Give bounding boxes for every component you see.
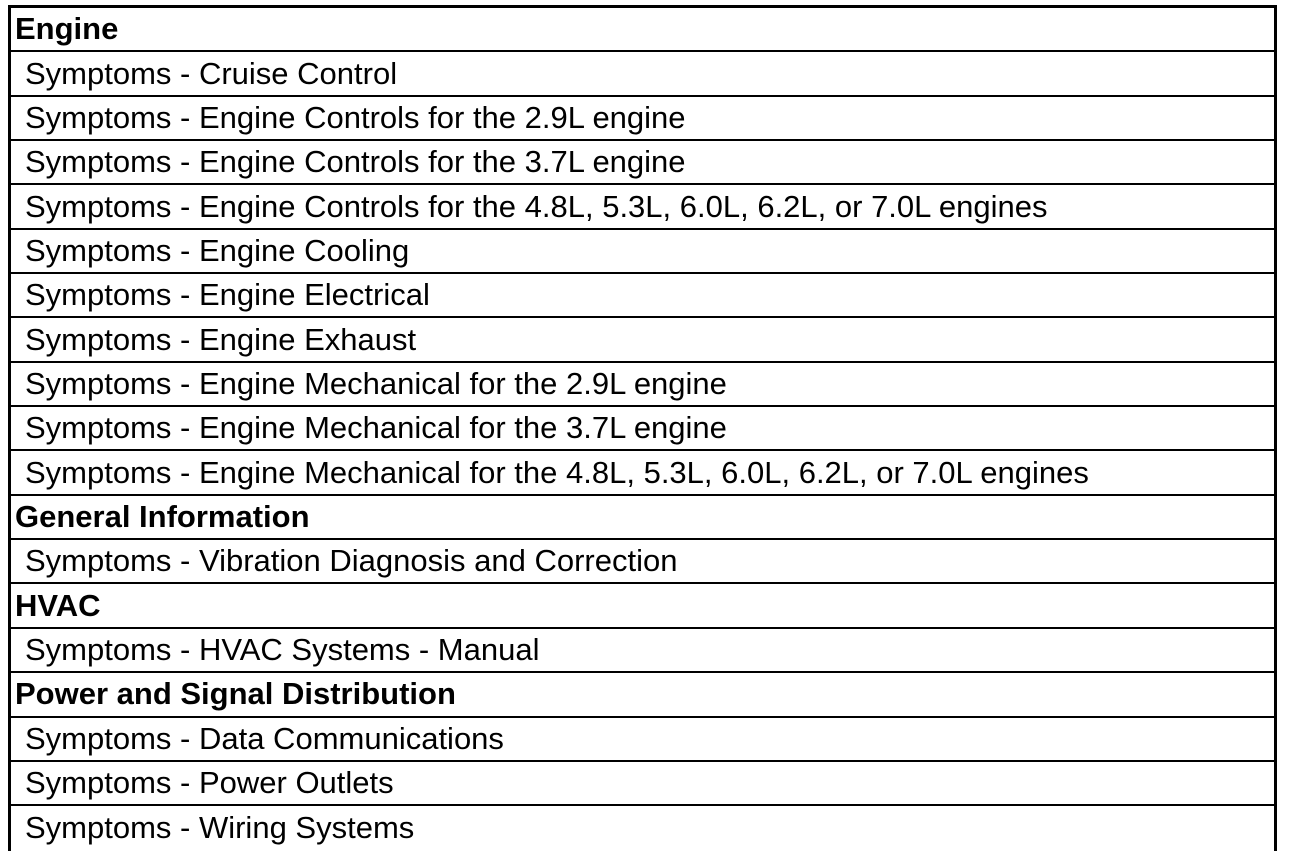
list-item[interactable]: Symptoms - Engine Mechanical for the 2.9L engine [11, 363, 1274, 407]
list-item[interactable]: Symptoms - Power Outlets [11, 762, 1274, 806]
list-item[interactable]: Symptoms - Data Communications [11, 718, 1274, 762]
list-item[interactable]: Symptoms - Engine Controls for the 2.9L engine [11, 97, 1274, 141]
list-item[interactable]: Symptoms - Engine Electrical [11, 274, 1274, 318]
list-item[interactable]: Symptoms - Engine Mechanical for the 4.8L, 5.3L, 6.0L, 6.2L, or 7.0L engines [11, 451, 1274, 495]
list-item[interactable]: Symptoms - Vibration Diagnosis and Correction [11, 540, 1274, 584]
section-heading-general-information: General Information [11, 496, 1274, 540]
section-heading-hvac: HVAC [11, 584, 1274, 628]
list-item[interactable]: Symptoms - Wiring Systems [25, 810, 415, 846]
list-item[interactable]: Symptoms - Engine Cooling [11, 230, 1274, 274]
list-item[interactable]: Symptoms - Engine Mechanical for the 3.7L engine [11, 407, 1274, 451]
symptoms-table [8, 5, 1277, 851]
list-item[interactable]: Symptoms - Cruise Control [11, 52, 1274, 96]
list-item[interactable]: Symptoms - HVAC Systems - Manual [11, 629, 1274, 673]
section-heading-power-and-signal-distribution: Power and Signal Distribution [11, 673, 1274, 717]
list-item[interactable]: Symptoms - Engine Exhaust [11, 318, 1274, 362]
section-heading-engine: Engine [11, 8, 1274, 52]
list-item[interactable]: Symptoms - Engine Controls for the 3.7L engine [11, 141, 1274, 185]
list-item[interactable]: Symptoms - Engine Controls for the 4.8L, 5.3L, 6.0L, 6.2L, or 7.0L engines [11, 185, 1274, 229]
